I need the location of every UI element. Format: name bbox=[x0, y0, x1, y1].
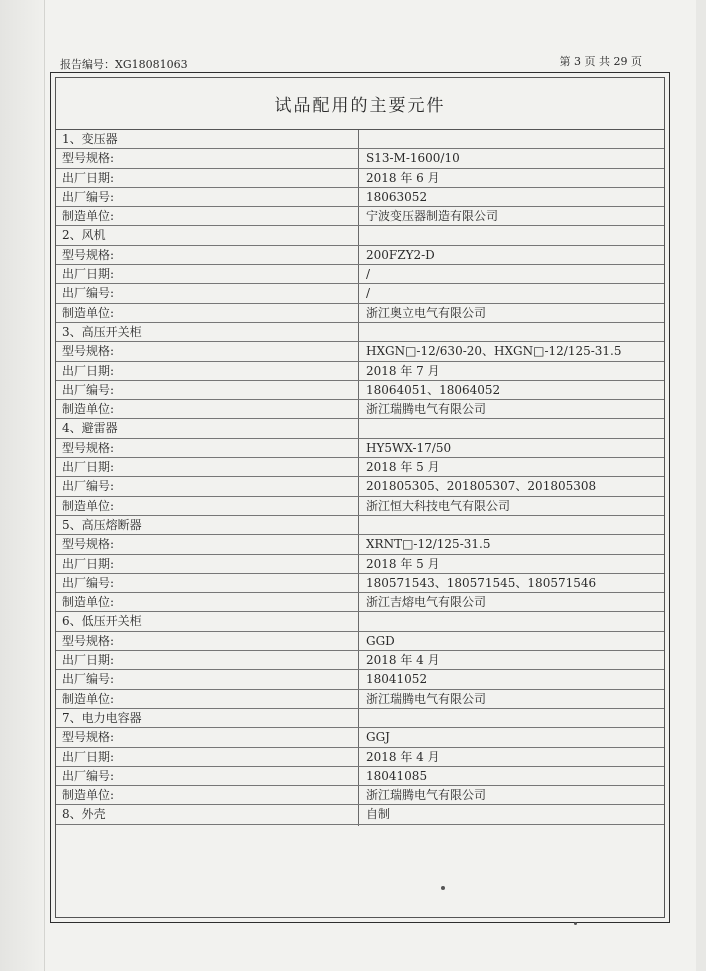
row-value: 浙江恒大科技电气有限公司 bbox=[366, 498, 511, 513]
section-header-row bbox=[56, 323, 664, 342]
row-label: 型号规格: bbox=[62, 440, 115, 455]
row-value: S13-M-1600/10 bbox=[366, 151, 460, 166]
report-header bbox=[60, 52, 642, 70]
table-row bbox=[56, 246, 664, 265]
row-label: 制造单位: bbox=[62, 498, 115, 513]
row-value: 浙江瑞腾电气有限公司 bbox=[366, 788, 487, 803]
table-row bbox=[56, 439, 664, 458]
section-header-row bbox=[56, 419, 664, 438]
row-label: 3、高压开关柜 bbox=[62, 324, 142, 339]
row-label: 制造单位: bbox=[62, 305, 115, 320]
row-value: 浙江奥立电气有限公司 bbox=[366, 305, 487, 320]
table-row bbox=[56, 149, 664, 168]
page-indicator: 第 3 页 共 29 页 bbox=[559, 55, 642, 68]
row-value: 2018 年 7 月 bbox=[366, 363, 440, 378]
table-row bbox=[56, 477, 664, 496]
row-value: / bbox=[366, 267, 371, 282]
section-header-row bbox=[56, 709, 664, 728]
table-row bbox=[56, 497, 664, 516]
report-number-label: 报告编号： bbox=[60, 58, 115, 71]
row-value: 2018 年 6 月 bbox=[366, 170, 440, 185]
row-value: HXGN□-12/630-20、HXGN□-12/125-31.5 bbox=[366, 344, 622, 359]
row-label: 出厂日期: bbox=[62, 653, 115, 668]
row-label: 出厂编号: bbox=[62, 479, 115, 494]
row-label: 出厂日期: bbox=[62, 749, 115, 764]
table-row bbox=[56, 767, 664, 786]
row-label: 8、外壳 bbox=[62, 807, 106, 822]
table-row bbox=[56, 535, 664, 554]
table-row bbox=[56, 265, 664, 284]
row-label: 出厂编号: bbox=[62, 286, 115, 301]
table-row bbox=[56, 381, 664, 400]
row-value: 200FZY2-D bbox=[366, 247, 435, 262]
row-value: 201805305、201805307、201805308 bbox=[366, 479, 597, 494]
row-label: 制造单位: bbox=[62, 788, 115, 803]
table-row bbox=[56, 593, 664, 612]
table-row bbox=[56, 690, 664, 709]
table-row bbox=[56, 728, 664, 747]
section-header-row bbox=[56, 130, 664, 149]
row-label: 型号规格: bbox=[62, 730, 115, 745]
row-label: 5、高压熔断器 bbox=[62, 517, 142, 532]
row-label: 1、变压器 bbox=[62, 132, 118, 146]
table-row bbox=[56, 284, 664, 303]
row-value: 浙江瑞腾电气有限公司 bbox=[366, 691, 487, 706]
row-label: 出厂编号: bbox=[62, 382, 115, 397]
paper-edge bbox=[696, 0, 706, 971]
row-value: 浙江瑞腾电气有限公司 bbox=[366, 402, 487, 417]
table-row bbox=[56, 342, 664, 361]
row-value: GGD bbox=[366, 633, 395, 648]
row-value: XRNT□-12/125-31.5 bbox=[366, 537, 491, 552]
row-value: 18041085 bbox=[366, 768, 428, 783]
document-title: 试品配用的主要元件 bbox=[274, 96, 446, 116]
row-value: 浙江吉熔电气有限公司 bbox=[366, 595, 487, 610]
row-label: 7、电力电容器 bbox=[62, 710, 142, 725]
scan-speck bbox=[574, 922, 577, 925]
document-inner-frame bbox=[55, 77, 665, 918]
row-value: 2018 年 4 月 bbox=[366, 653, 440, 668]
row-value: 18064051、18064052 bbox=[366, 382, 501, 397]
table-row bbox=[56, 574, 664, 593]
table-row bbox=[56, 748, 664, 767]
row-label: 制造单位: bbox=[62, 595, 115, 610]
row-value: GGJ bbox=[366, 730, 390, 745]
row-label: 制造单位: bbox=[62, 209, 115, 224]
row-label: 6、低压开关柜 bbox=[62, 614, 142, 629]
row-label: 出厂编号: bbox=[62, 189, 115, 204]
row-label: 出厂日期: bbox=[62, 556, 115, 571]
row-label: 出厂编号: bbox=[62, 672, 115, 687]
row-value: HY5WX-17/50 bbox=[366, 440, 452, 455]
row-label: 型号规格: bbox=[62, 151, 115, 166]
components-table bbox=[56, 129, 664, 825]
table-row bbox=[56, 188, 664, 207]
table-row bbox=[56, 362, 664, 381]
row-value: 自制 bbox=[366, 807, 391, 822]
table-row bbox=[56, 304, 664, 323]
row-value: 18041052 bbox=[366, 672, 428, 687]
scan-speck bbox=[441, 886, 445, 890]
table-row bbox=[56, 458, 664, 477]
section-header-row bbox=[56, 612, 664, 631]
row-value: 宁波变压器制造有限公司 bbox=[366, 209, 499, 224]
row-label: 制造单位: bbox=[62, 691, 115, 706]
row-label: 4、避雷器 bbox=[62, 421, 118, 436]
row-label: 出厂日期: bbox=[62, 460, 115, 475]
row-value: / bbox=[366, 286, 371, 301]
table-row bbox=[56, 805, 664, 824]
document-frame bbox=[50, 72, 670, 923]
row-value: 180571543、180571545、180571546 bbox=[366, 575, 597, 590]
row-label: 制造单位: bbox=[62, 402, 115, 417]
row-value: 2018 年 5 月 bbox=[366, 460, 440, 475]
row-value: 2018 年 4 月 bbox=[366, 749, 440, 764]
table-row bbox=[56, 400, 664, 419]
table-row bbox=[56, 632, 664, 651]
row-label: 型号规格: bbox=[62, 344, 115, 359]
report-number bbox=[60, 56, 188, 72]
table-row bbox=[56, 786, 664, 805]
table-row bbox=[56, 670, 664, 689]
row-label: 2、风机 bbox=[62, 228, 106, 243]
row-value: 18063052 bbox=[366, 189, 428, 204]
report-number-value: XG18081063 bbox=[115, 58, 188, 71]
row-label: 出厂日期: bbox=[62, 170, 115, 185]
row-label: 出厂日期: bbox=[62, 363, 115, 378]
table-row bbox=[56, 207, 664, 226]
row-label: 出厂编号: bbox=[62, 575, 115, 590]
row-label: 型号规格: bbox=[62, 247, 115, 262]
row-label: 型号规格: bbox=[62, 537, 115, 552]
section-header-row bbox=[56, 516, 664, 535]
row-label: 出厂日期: bbox=[62, 267, 115, 282]
table-row bbox=[56, 651, 664, 670]
table-row bbox=[56, 169, 664, 188]
section-header-row bbox=[56, 226, 664, 245]
row-label: 出厂编号: bbox=[62, 768, 115, 783]
row-value: 2018 年 5 月 bbox=[366, 556, 440, 571]
table-row bbox=[56, 555, 664, 574]
row-label: 型号规格: bbox=[62, 633, 115, 648]
binding-edge bbox=[0, 0, 45, 971]
